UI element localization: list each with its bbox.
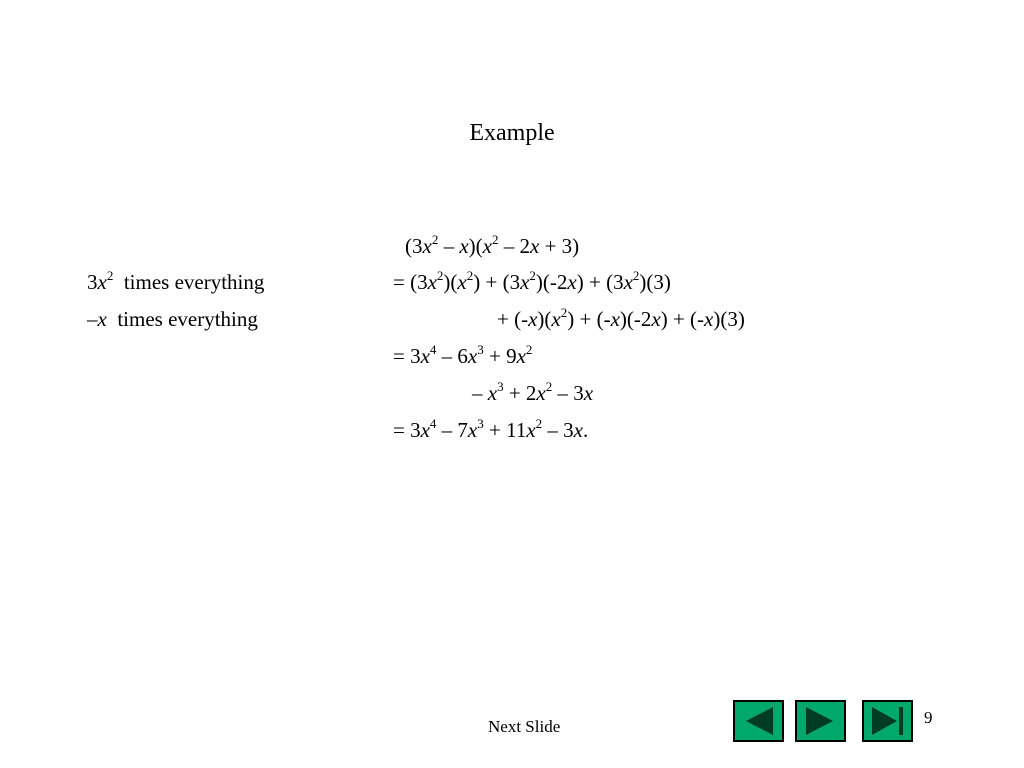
step-label-second-term: –x times everything <box>87 307 258 331</box>
last-slide-button[interactable] <box>862 700 913 742</box>
expression-original: $(3x^2 - x)(x^2 - 2x + 3)$ <box>405 232 580 258</box>
step-distribute-first-term: = $(3x^2)(x^2) + (3x^2)(-2x) + (3x^2)(3)$ <box>393 268 671 294</box>
step-distribute-second-term: + $(-x)(x^2) + (-x)(-2x) + (-x)(3)$ <box>497 305 745 331</box>
triangle-left-icon <box>735 702 782 740</box>
step-label-first-term: $3x^2$ times everything <box>87 268 265 294</box>
triangle-right-icon <box>797 702 844 740</box>
step-final-result: = $3x^4 - 7x^3 + 11x^2 - 3x$. <box>393 416 589 442</box>
next-slide-link[interactable]: Next Slide <box>488 717 561 736</box>
next-slide-button[interactable] <box>795 700 846 742</box>
skip-to-end-icon <box>864 702 911 740</box>
previous-slide-button[interactable] <box>733 700 784 742</box>
slide-title: Example <box>469 120 555 146</box>
page-number: 9 <box>924 708 933 727</box>
step-simplify-first: = $3x^4 - 6x^3 + 9x^2$ <box>393 342 533 368</box>
step-simplify-second: – $x^3 + 2x^2 - 3x$ <box>472 379 594 405</box>
